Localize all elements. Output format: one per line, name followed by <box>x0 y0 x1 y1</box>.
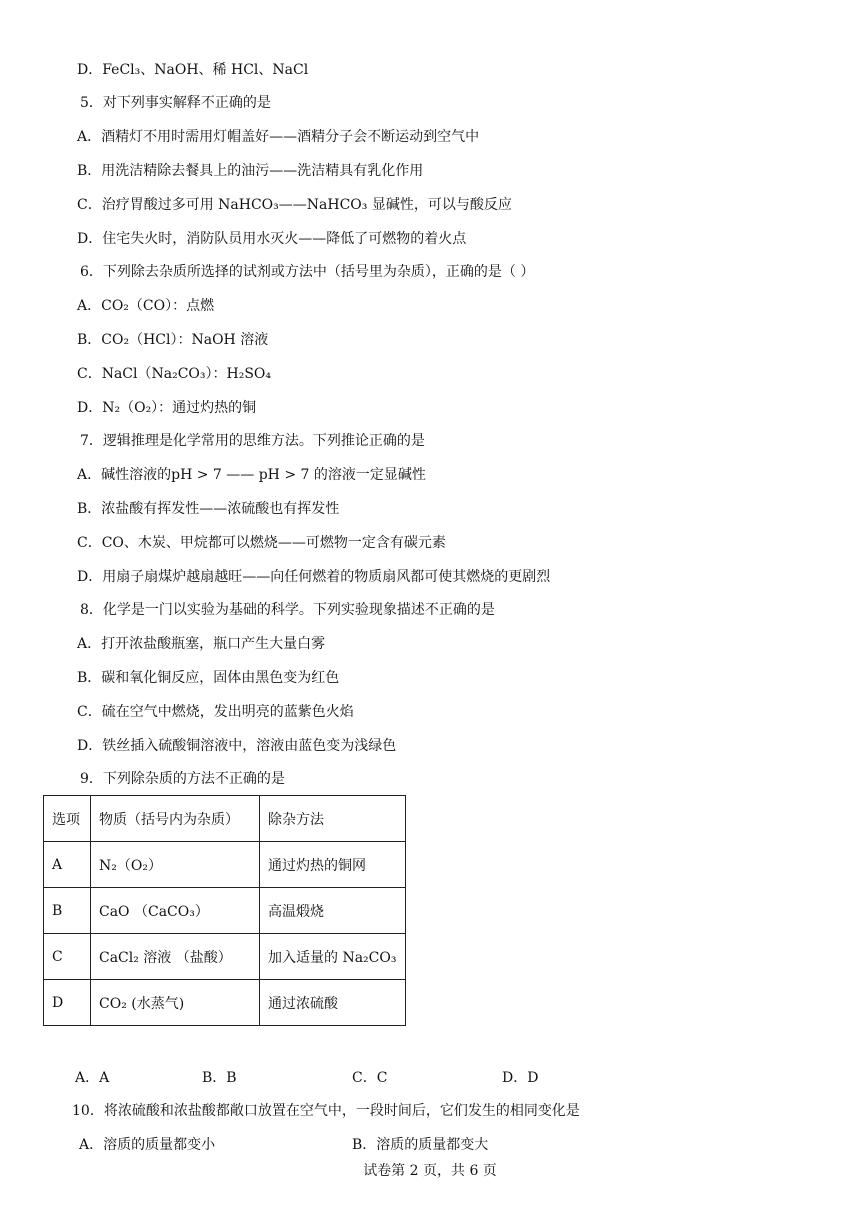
table-cell: 通过灼热的铜网 <box>260 842 406 888</box>
q6-option-a: A．CO₂（CO）：点燃 <box>77 298 215 314</box>
table-cell: C <box>44 934 91 980</box>
q6-option-b: B．CO₂（HCl）：NaOH 溶液 <box>77 332 269 348</box>
q6-option-c: C．NaCl（Na₂CO₃）：H₂SO₄ <box>77 366 272 382</box>
q6-option-d: D．N₂（O₂）：通过灼热的铜 <box>77 400 257 416</box>
q8-option-b: B．碳和氧化铜反应，固体由黑色变为红色 <box>77 670 340 686</box>
table-header-row <box>44 796 406 842</box>
q9-answer-d: D．D <box>502 1070 539 1086</box>
table-header-cell: 物质（括号内为杂质） <box>91 796 260 842</box>
q8-option-d: D．铁丝插入硫酸铜溶液中，溶液由蓝色变为浅绿色 <box>77 738 397 754</box>
page-footer: 试卷第 2 页，共 6 页 <box>363 1163 497 1179</box>
q9-answer-b: B．B <box>202 1070 237 1086</box>
table-cell: N₂（O₂） <box>91 842 260 888</box>
q9-answer-a: A．A <box>75 1070 110 1086</box>
table-cell: CO₂ (水蒸气) <box>91 980 260 1026</box>
table-row <box>44 842 406 888</box>
q7-option-c: C．CO、木炭、甲烷都可以燃烧——可燃物一定含有碳元素 <box>77 535 446 551</box>
table-row <box>44 934 406 980</box>
table-row <box>44 888 406 934</box>
table-cell: A <box>44 842 91 888</box>
q5-option-d: D．住宅失火时，消防队员用水灭火——降低了可燃物的着火点 <box>77 231 467 247</box>
q8-option-a: A．打开浓盐酸瓶塞，瓶口产生大量白雾 <box>77 636 326 652</box>
q10-option-a: A．溶质的质量都变小 <box>79 1137 216 1153</box>
q7-stem: 7．逻辑推理是化学常用的思维方法。下列推论正确的是 <box>80 433 425 449</box>
q10-stem: 10．将浓硫酸和浓盐酸都敞口放置在空气中，一段时间后，它们发生的相同变化是 <box>72 1103 580 1119</box>
table-cell: B <box>44 888 91 934</box>
q8-stem: 8．化学是一门以实验为基础的科学。下列实验现象描述不正确的是 <box>80 602 495 618</box>
q5-option-a: A．酒精灯不用时需用灯帽盖好——酒精分子会不断运动到空气中 <box>77 129 480 145</box>
q9-stem: 9．下列除杂质的方法不正确的是 <box>80 771 285 787</box>
q7-option-a: A．碱性溶液的pH > 7 —— pH > 7 的溶液一定显碱性 <box>77 467 426 483</box>
q10-option-b: B．溶质的质量都变大 <box>352 1137 489 1153</box>
table-cell: CaO （CaCO₃） <box>91 888 260 934</box>
table-cell: 高温煅烧 <box>260 888 406 934</box>
q5-option-b: B．用洗洁精除去餐具上的油污——洗洁精具有乳化作用 <box>77 163 424 179</box>
table-cell: 通过浓硫酸 <box>260 980 406 1026</box>
q5-stem: 5．对下列事实解释不正确的是 <box>80 95 271 111</box>
q9-answer-c: C．C <box>352 1070 388 1086</box>
q5-option-c: C．治疗胃酸过多可用 NaHCO₃——NaHCO₃ 显碱性，可以与酸反应 <box>77 197 512 213</box>
table-cell: D <box>44 980 91 1026</box>
table-cell: CaCl₂ 溶液 （盐酸） <box>91 934 260 980</box>
table-header-cell: 选项 <box>44 796 91 842</box>
q9-table <box>43 795 406 1026</box>
q8-option-c: C．硫在空气中燃烧，发出明亮的蓝紫色火焰 <box>77 704 354 720</box>
q6-stem: 6．下列除去杂质所选择的试剂或方法中（括号里为杂质），正确的是（ ） <box>80 264 535 280</box>
q7-option-b: B．浓盐酸有挥发性——浓硫酸也有挥发性 <box>77 501 340 517</box>
table-row <box>44 980 406 1026</box>
q4-option-d: D．FeCl₃、NaOH、稀 HCl、NaCl <box>77 62 309 78</box>
table-cell: 加入适量的 Na₂CO₃ <box>260 934 406 980</box>
q7-option-d: D．用扇子扇煤炉越扇越旺——向任何燃着的物质扇风都可使其燃烧的更剧烈 <box>77 569 551 585</box>
table-header-cell: 除杂方法 <box>260 796 406 842</box>
